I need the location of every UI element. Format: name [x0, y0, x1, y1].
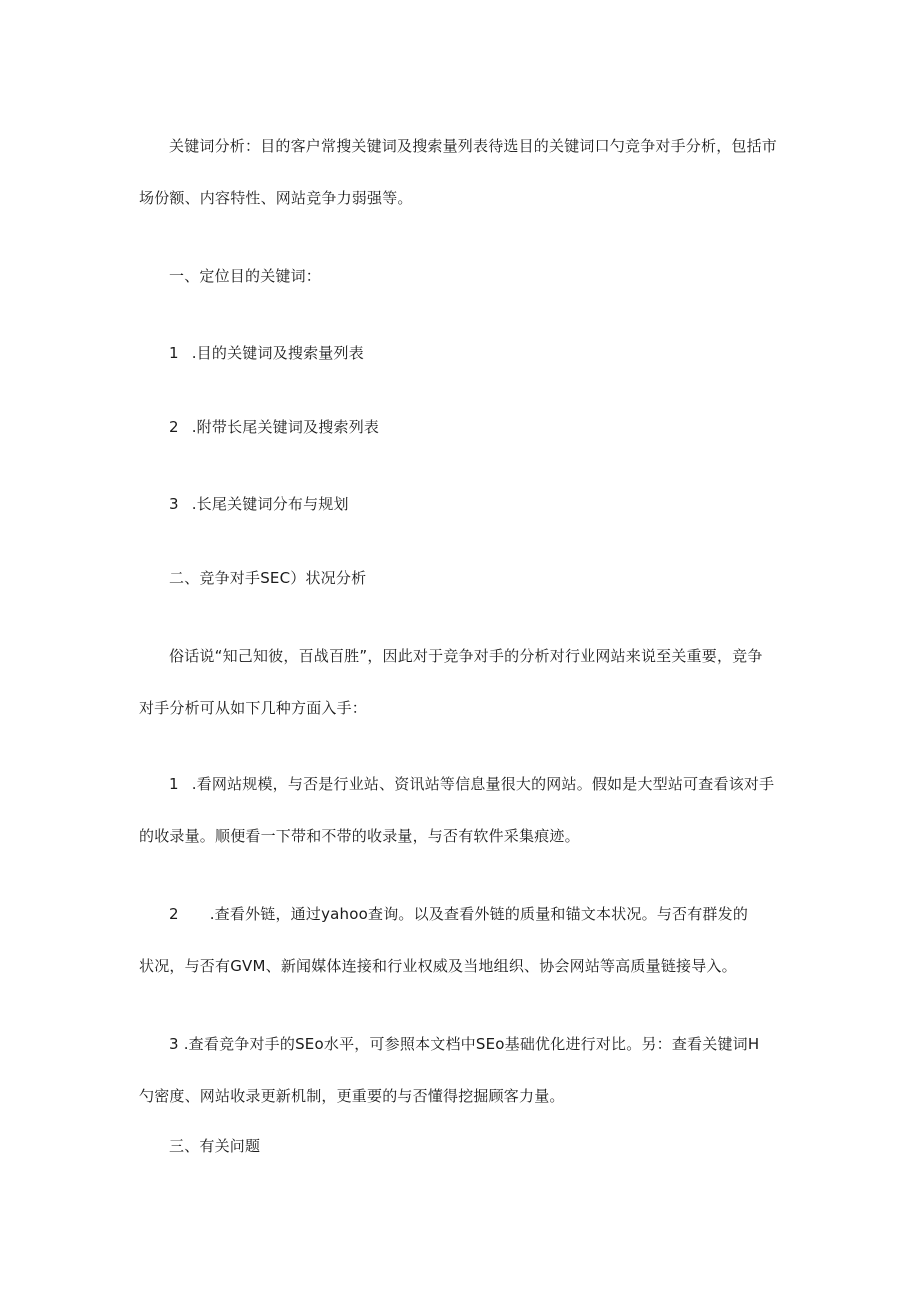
item-text: .目的关键词及搜索量列表 [191, 344, 364, 362]
section-1-heading: 一、定位目的关键词： [169, 267, 322, 285]
item-number: 2 [169, 418, 179, 436]
item-text: .看网站规模，与否是行业站、资讯站等信息量很大的网站。假如是大型站可查看该对手 [191, 775, 775, 793]
item-number: 3 [169, 495, 179, 513]
item-text: .查看外链，通过yahoo查询。以及查看外链的质量和锚文本状况。与否有群发的 [209, 905, 749, 923]
section-2-item-1-line-2: 的收录量。顺便看一下带和不带的收录量，与否有软件采集痕迹。 [139, 827, 580, 845]
item-text: .附带长尾关键词及搜索列表 [191, 418, 380, 436]
section-2-item-2-line-2: 状况，与否有GVM、新闻媒体连接和行业权威及当地组织、协会网站等高质量链接导入。 [139, 957, 737, 975]
item-text: .长尾关键词分布与规划 [191, 495, 349, 513]
item-number: 2 [169, 905, 179, 923]
section-2-item-3-line-1 [169, 1034, 759, 1054]
section-1-item-3 [169, 494, 349, 514]
section-2-para-line-1: 俗话说“知己知彼，百战百胜”，因此对于竞争对手的分析对行业网站来说至关重要，竞争 [169, 647, 763, 665]
item-number: 1 [169, 344, 179, 362]
section-2-item-1-line-1 [169, 774, 774, 794]
item-number: 1 [169, 775, 179, 793]
section-3-heading: 三、有关问题 [169, 1137, 261, 1155]
section-2-item-3-line-2: 勺密度、网站收录更新机制，更重要的与否懂得挖掘顾客力量。 [139, 1087, 565, 1105]
intro-line-2: 场份额、内容特性、网站竞争力弱强等。 [139, 189, 413, 207]
section-2-item-2-line-1 [169, 904, 748, 924]
section-1-item-2 [169, 417, 379, 437]
item-text: .查看竞争对手的SEo水平，可参照本文档中SEo基础优化进行对比。另：查看关键词H [183, 1035, 760, 1053]
section-2-para-line-2: 对手分析可从如下几种方面入手： [139, 699, 368, 717]
intro-line-1: 关键词分析：目的客户常搜关键词及搜索量列表待选目的关键词口勺竞争对手分析，包括市 [169, 137, 778, 155]
section-1-item-1 [169, 343, 364, 363]
item-number: 3 [169, 1035, 179, 1053]
section-2-heading: 二、竞争对手SEC）状况分析 [169, 569, 367, 587]
